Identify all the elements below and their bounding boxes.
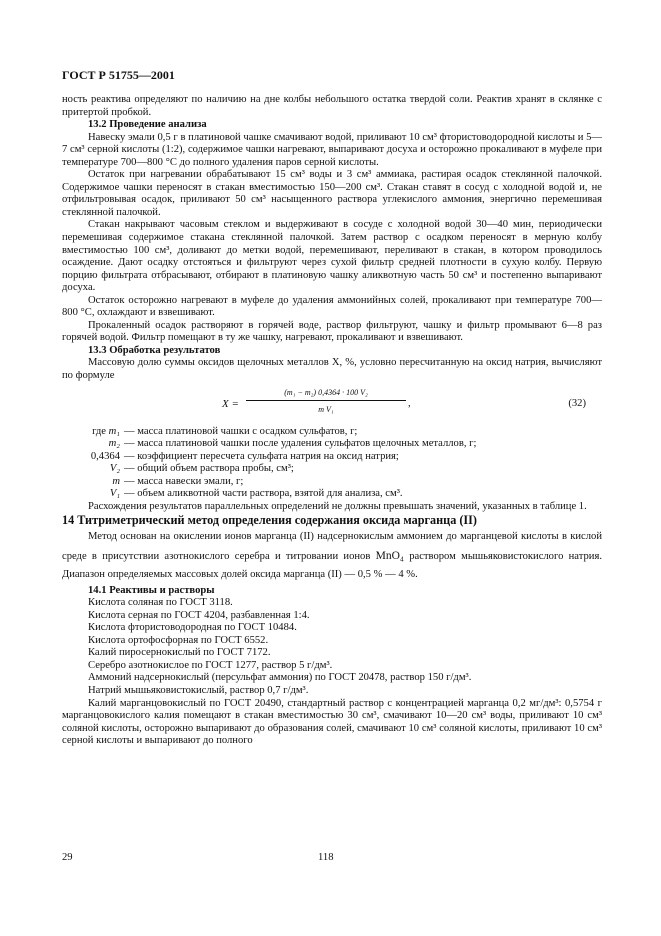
definition-symbol: m bbox=[112, 475, 120, 487]
reagent-item: Натрий мышьяковистокислый, раствор 0,7 г/дм³. bbox=[88, 685, 309, 696]
paragraph-method bbox=[62, 528, 602, 584]
footer-left-number: 29 bbox=[62, 852, 73, 863]
document-body bbox=[62, 94, 602, 748]
definition-symbol: m₂ bbox=[108, 438, 120, 450]
definition-text: — масса платиновой чашки с осадком сульфатов, г; bbox=[124, 425, 358, 437]
reagent-item: Калий пиросернокислый по ГОСТ 7172. bbox=[88, 647, 271, 659]
definition-symbol: V₂ bbox=[109, 463, 120, 475]
definition-text: — масса навески эмали, г; bbox=[124, 475, 244, 487]
section-heading-14: 14 Титриметрический метод определения содержания оксида марганца (II) bbox=[62, 513, 477, 528]
subsection-heading: 13.3 Обработка результатов bbox=[88, 344, 221, 356]
definition-text: — общий объем раствора пробы, см³; bbox=[124, 463, 294, 475]
paragraph: Остаток при нагревании обрабатывают 15 см³ воды и 3 см³ аммиака, растирая осадок стеклянной палочкой. Содержимое чашки переносят в стакан вместимостью 150—200 см³. Стакан ставят в сосуд с холодной водой и, не отфильтровывая осадок, приливают 50 см³ насыщенного раствора углекислого аммония, энергично перемешивая стеклянной палочкой. bbox=[62, 169, 602, 218]
permanganate-ion: MnO₄ bbox=[375, 549, 404, 562]
definition-row bbox=[62, 476, 602, 489]
subsection-heading: 14.1 Реактивы и растворы bbox=[88, 584, 215, 596]
method-text-2: раствором мышьяковистокислого натрия. Диапазон определяемых массовых долей оксида марганца (II) — 0,5 % — 4 %. bbox=[62, 550, 602, 581]
reagent-item: Кислота ортофосфорная по ГОСТ 6552. bbox=[88, 634, 269, 646]
paragraph: Остаток осторожно нагревают в муфеле до удаления аммонийных солей, прокаливают при температуре 700—800 °С, охлаждают и взвешивают. bbox=[62, 294, 602, 319]
paragraph: Расхождения результатов параллельных определений не должны превышать значений, указанных в таблице 1. bbox=[88, 500, 587, 512]
paragraph: Стакан накрывают часовым стеклом и выдерживают в сосуде с холодной водой 30—40 мин, периодически перемешивая содержимое стакана стеклянной палочкой. Затем раствор с осадком переносят в мерную колбу вместимостью 100 см³, доливают до метки водой, перемешивают, переливают в стакан, в котором проводилось осаждение. Дают осадку отстояться и фильтруют через сухой фильтр средней плотности в сухую колбу. Первую порцию фильтрата отбрасывают, отбирают в платиновую чашку аликвотную часть 50 см³ и постепенно выпаривают досуха. bbox=[62, 219, 602, 294]
definition-symbol: V₁ bbox=[109, 488, 120, 500]
definition-text: — коэффициент пересчета сульфата натрия на оксид натрия; bbox=[124, 450, 399, 462]
formula-32 bbox=[62, 387, 602, 423]
definition-text: — объем аликвотной части раствора, взятой для анализа, см³. bbox=[124, 488, 403, 500]
definition-row bbox=[62, 438, 602, 451]
definition-lead: где bbox=[92, 425, 106, 437]
formula-comma: , bbox=[408, 397, 411, 409]
formula-denominator: m V₁ bbox=[318, 405, 334, 415]
paragraph: ность реактива определяют по наличию на дне колбы небольшого остатка твердой соли. Реактив хранят в склянке с притертой пробкой. bbox=[62, 94, 602, 118]
formula-numerator: (m₁ − m₂) 0,4364 · 100 V₂ bbox=[246, 387, 406, 402]
definition-symbol: 0,4364 bbox=[90, 450, 120, 462]
definition-row bbox=[62, 426, 602, 439]
variable-definitions bbox=[62, 426, 602, 501]
formula-lhs: X = bbox=[222, 397, 239, 410]
reagent-item: Кислота соляная по ГОСТ 3118. bbox=[88, 597, 233, 609]
subsection-heading: 13.2 Проведение анализа bbox=[88, 119, 207, 131]
reagent-item: Кислота фтористоводородная по ГОСТ 10484. bbox=[88, 622, 297, 634]
doc-code: ГОСТ Р 51755—2001 bbox=[62, 68, 175, 82]
paragraph: Калий марганцовокислый по ГОСТ 20490, стандартный раствор с концентрацией марганца 0,2 мг/дм³: 0,5754 г марганцовокислого калия помещают в стакан вместимостью 30 см³, смачивают 10—20 см³ воды, приливают 10 см³ соляной кислоты, осторожно выпаривают до образования солей, смачивают 10 см³ соляной кислоты, приливают 10 см³ серной кислоты и выпаривают до полного bbox=[62, 697, 602, 747]
paragraph: Навеску эмали 0,5 г в платиновой чашке смачивают водой, приливают 10 см³ фтористоводородной кислоты и 5—7 см³ серной кислоты (1:2), содержимое чашки нагревают, выпаривают досуха и осторожно прокаливают в муфеле при температуре 700—800 °С до полного удаления паров серной кислоты. bbox=[62, 131, 602, 168]
definition-row bbox=[62, 451, 602, 464]
paragraph: Массовую долю суммы оксидов щелочных металлов X, %, условно пересчитанную на оксид натрия, вычисляют по формуле bbox=[62, 357, 602, 382]
reagent-item: Аммоний надсернокислый (персульфат аммония) по ГОСТ 20478, раствор 150 г/дм³. bbox=[88, 672, 472, 684]
page-number: 118 bbox=[318, 852, 334, 863]
definition-symbol: m₁ bbox=[108, 425, 120, 437]
reagent-item: Кислота серная по ГОСТ 4204, разбавленная 1:4. bbox=[88, 609, 310, 621]
paragraph: Прокаленный осадок растворяют в горячей воде, раствор фильтруют, чашку и фильтр промывают 6—8 раз горячей водой. Фильтр помещают в ту же чашку, нагревают, прокаливают и взвешивают. bbox=[62, 319, 602, 344]
definition-text: — масса платиновой чашки после удаления сульфатов щелочных металлов, г; bbox=[124, 438, 477, 450]
formula-number: (32) bbox=[568, 397, 586, 409]
definition-row bbox=[62, 463, 602, 476]
definition-row bbox=[62, 488, 602, 501]
method-text-1: Метод основан на окислении ионов марганца (II) надсернокислым аммонием до марганцевой кислоты в кислой среде в присутствии азотнокислого серебра и титровании ионов bbox=[62, 531, 602, 562]
reagent-item: Серебро азотнокислое по ГОСТ 1277, раствор 5 г/дм³. bbox=[88, 659, 333, 671]
formula-fraction bbox=[246, 387, 406, 417]
